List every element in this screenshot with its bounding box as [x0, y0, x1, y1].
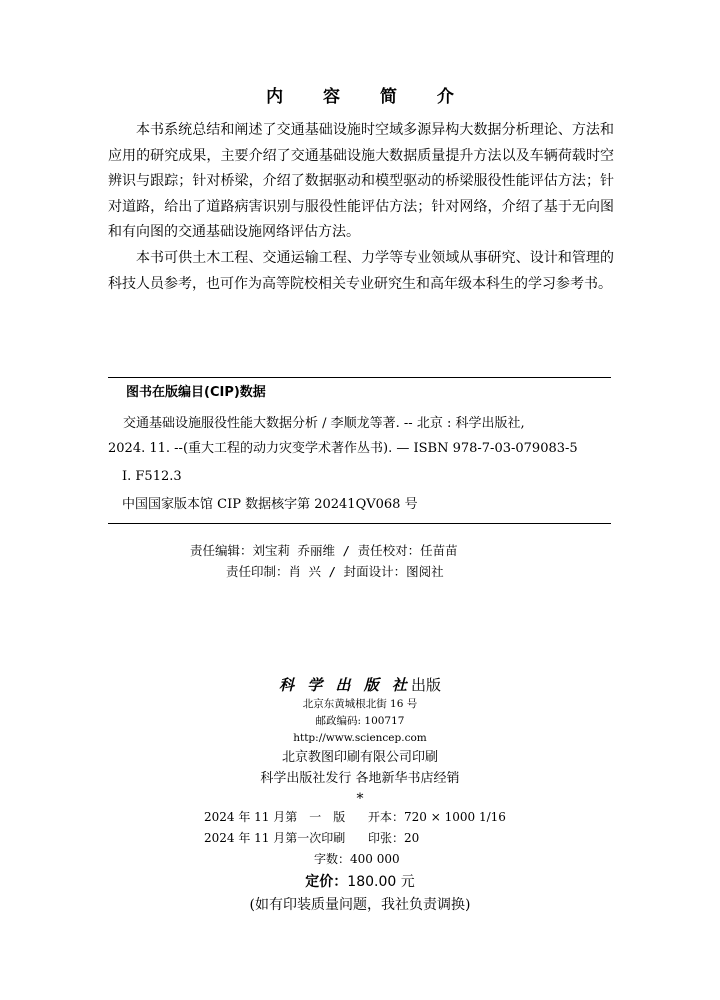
- wordcount-label: 字数：400 000: [314, 852, 400, 866]
- sheets-label: 印张：20: [368, 831, 420, 845]
- cip-classification: Ⅰ. F512.3: [122, 469, 182, 484]
- book-introduction: [108, 118, 614, 297]
- cip-record-line-1: 交通基础设施服役性能大数据分析 / 李顺龙等著. -- 北京 : 科学出版社,: [123, 416, 525, 431]
- publication-info: [0, 674, 720, 917]
- printing-label: 2024 年 11 月第一次印刷: [204, 831, 346, 845]
- price-label: 定价：: [305, 874, 348, 890]
- printer-line: 北京教图印刷有限公司印刷: [281, 750, 438, 765]
- credits-production-line: 责任印制：肖 兴 / 封面设计：图阅社: [226, 564, 444, 579]
- page-title: 内 容 简 介: [266, 87, 471, 107]
- intro-paragraph-2: 本书可供土木工程、交通运输工程、力学等专业领域从事研究、设计和管理的科技人员参考，也可作为高等院校相关专业研究生和高年级本科生的学习参考书。: [108, 249, 614, 292]
- publisher-website: http://www.sciencep.com: [293, 732, 427, 744]
- publisher-line: [0, 674, 720, 696]
- cip-verification-number: 中国国家版本馆 CIP 数据核字第 20241QV068 号: [122, 497, 418, 512]
- edition-specs: [0, 807, 720, 871]
- price-line: [0, 871, 720, 893]
- intro-paragraph-1: 本书系统总结和阐述了交通基础设施时空域多源异构大数据分析理论、方法和应用的研究成果，主要介绍了交通基础设施大数据质量提升方法以及车辆荷载时空辨识与跟踪；针对桥梁，介绍了数据驱动和模型驱动的桥梁服役性能评估方法；针对道路，给出了道路病害识别与服役性能评估方法；针对网络，介绍了基于无向图和有向图的交通基础设施网络评估方法。: [108, 122, 614, 241]
- separator-star: *: [356, 791, 364, 807]
- publisher-suffix: 出版: [410, 676, 441, 694]
- format-label: 开本：720 × 1000 1/16: [368, 810, 506, 824]
- edition-label: 2024 年 11 月第 一 版: [204, 810, 346, 824]
- price-value: 180.00 元: [347, 874, 415, 890]
- cip-record-line-2: 2024. 11. --(重大工程的动力灾变学术著作丛书). — ISBN 978-7-03-079083-5: [108, 441, 578, 456]
- cip-heading: 图书在版编目(CIP)数据: [126, 385, 266, 400]
- publisher-address: 北京东黄城根北街 16 号: [302, 698, 418, 710]
- publisher-postcode: 邮政编码: 100717: [315, 715, 405, 727]
- publisher-name: 科 学 出 版 社: [279, 676, 411, 694]
- credits-editors-line: 责任编辑：刘宝莉 乔丽维 / 责任校对：任苗苗: [190, 543, 458, 558]
- quality-notice: (如有印装质量问题，我社负责调换): [249, 897, 471, 913]
- cip-data-block: [108, 377, 611, 524]
- distribution-line: 科学出版社发行 各地新华书店经销: [260, 771, 460, 786]
